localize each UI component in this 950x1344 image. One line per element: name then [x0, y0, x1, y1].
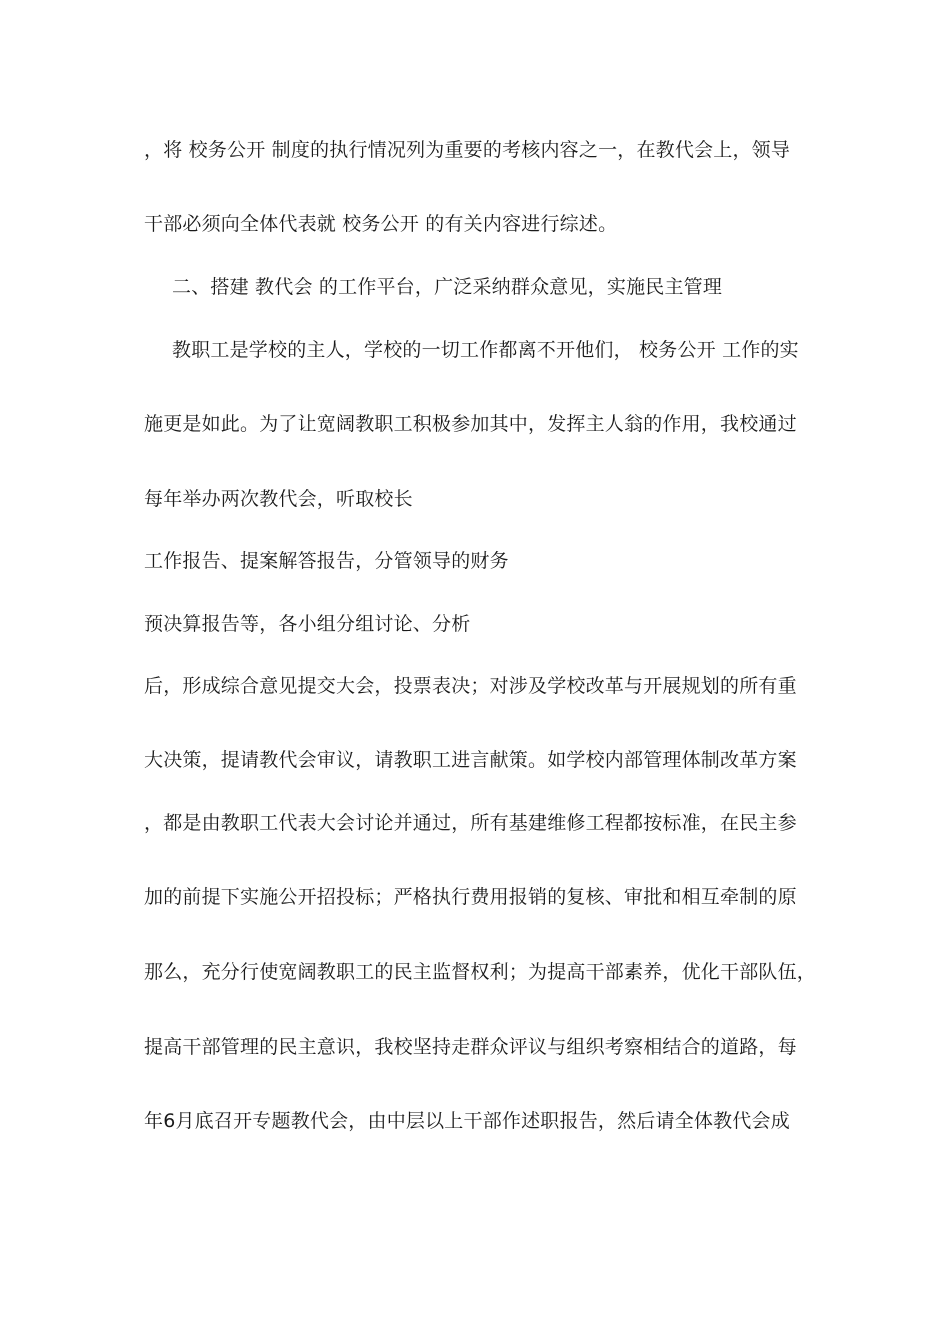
text-line: 教职工是学校的主人，学校的一切工作都离不开他们， 校务公开 工作的实 [172, 339, 799, 361]
text-line: 加的前提下实施公开招投标；严格执行费用报销的复核、审批和相互牵制的原 [144, 886, 797, 908]
text-line: 工作报告、提案解答报告，分管领导的财务 [144, 550, 509, 572]
text-line: 年6月底召开专题教代会，由中层以上干部作述职报告，然后请全体教代会成 [144, 1110, 790, 1132]
text-line: 大决策，提请教代会审议，请教职工进言献策。如学校内部管理体制改革方案 [144, 749, 797, 771]
text-line: 后，形成综合意见提交大会，投票表决；对涉及学校改革与开展规划的所有重 [144, 675, 797, 697]
text-line: 干部必须向全体代表就 校务公开 的有关内容进行综述。 [144, 213, 618, 235]
text-line: 提高干部管理的民主意识，我校坚持走群众评议与组织考察相结合的道路，每 [144, 1036, 797, 1058]
text-line: 施更是如此。为了让宽阔教职工积极参加其中，发挥主人翁的作用，我校通过 [144, 413, 797, 435]
text-line: ，将 校务公开 制度的执行情况列为重要的考核内容之一，在教代会上，领导 [144, 139, 791, 161]
section-heading: 二、搭建 教代会 的工作平台，广泛采纳群众意见，实施民主管理 [172, 276, 723, 298]
text-line: 那么，充分行使宽阔教职工的民主监督权利；为提高干部素养，优化干部队伍， [144, 961, 817, 983]
text-line: 预决算报告等，各小组分组讨论、分析 [144, 613, 471, 635]
text-line: ，都是由教职工代表大会讨论并通过，所有基建维修工程都按标准，在民主参 [144, 812, 797, 834]
text-line: 每年举办两次教代会，听取校长 [144, 488, 413, 510]
